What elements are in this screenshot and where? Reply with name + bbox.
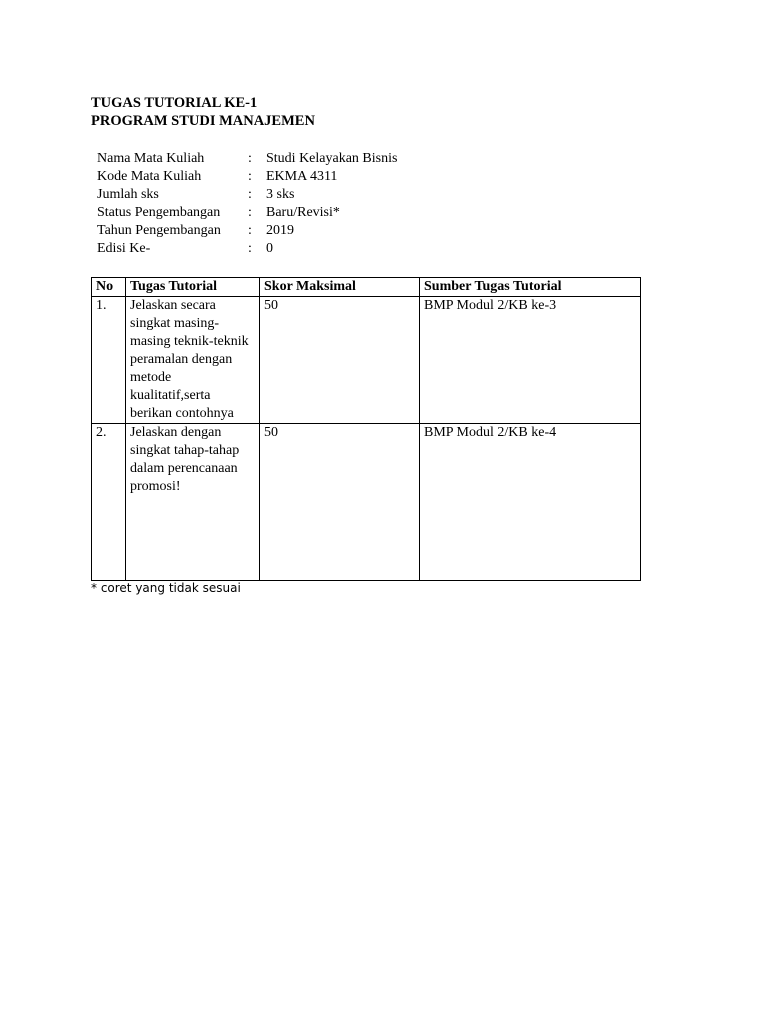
info-colon: : (248, 169, 252, 184)
info-label: Kode Mata Kuliah (97, 169, 202, 184)
info-colon: : (248, 205, 252, 220)
header-tugas: Tugas Tutorial (126, 278, 260, 297)
info-label: Status Pengembangan (97, 205, 221, 220)
info-colon: : (248, 187, 252, 202)
document-title: TUGAS TUTORIAL KE-1 (91, 95, 258, 111)
header-skor: Skor Maksimal (260, 278, 420, 297)
cell-no: 2. (92, 424, 126, 581)
program-title: PROGRAM STUDI MANAJEMEN (91, 113, 315, 129)
info-value: 3 sks (266, 187, 295, 202)
table-row (92, 424, 641, 581)
table-row (92, 297, 641, 424)
info-colon: : (248, 151, 252, 166)
info-value: Baru/Revisi* (266, 205, 340, 220)
info-label: Jumlah sks (97, 187, 159, 202)
header-sumber: Sumber Tugas Tutorial (420, 278, 641, 297)
cell-task: Jelaskan secara singkat masing-masing teknik-teknik peramalan dengan metode kualitatif,serta berikan contohnya (126, 297, 260, 424)
table-header-row (92, 278, 641, 297)
info-label: Edisi Ke- (97, 241, 151, 256)
info-colon: : (248, 223, 252, 238)
info-value: 2019 (266, 223, 294, 238)
cell-sumber: BMP Modul 2/KB ke-3 (420, 297, 641, 424)
header-no: No (92, 278, 126, 297)
cell-no: 1. (92, 297, 126, 424)
cell-task: Jelaskan dengan singkat tahap-tahap dalam perencanaan promosi! (126, 424, 260, 581)
info-label: Tahun Pengembangan (97, 223, 221, 238)
cell-skor: 50 (260, 424, 420, 581)
info-colon: : (248, 241, 252, 256)
info-value: 0 (266, 241, 273, 256)
cell-skor: 50 (260, 297, 420, 424)
task-table (91, 277, 641, 581)
info-label: Nama Mata Kuliah (97, 151, 205, 166)
footnote: * coret yang tidak sesuai (91, 581, 241, 595)
cell-sumber: BMP Modul 2/KB ke-4 (420, 424, 641, 581)
info-value: EKMA 4311 (266, 169, 338, 184)
info-value: Studi Kelayakan Bisnis (266, 151, 398, 166)
